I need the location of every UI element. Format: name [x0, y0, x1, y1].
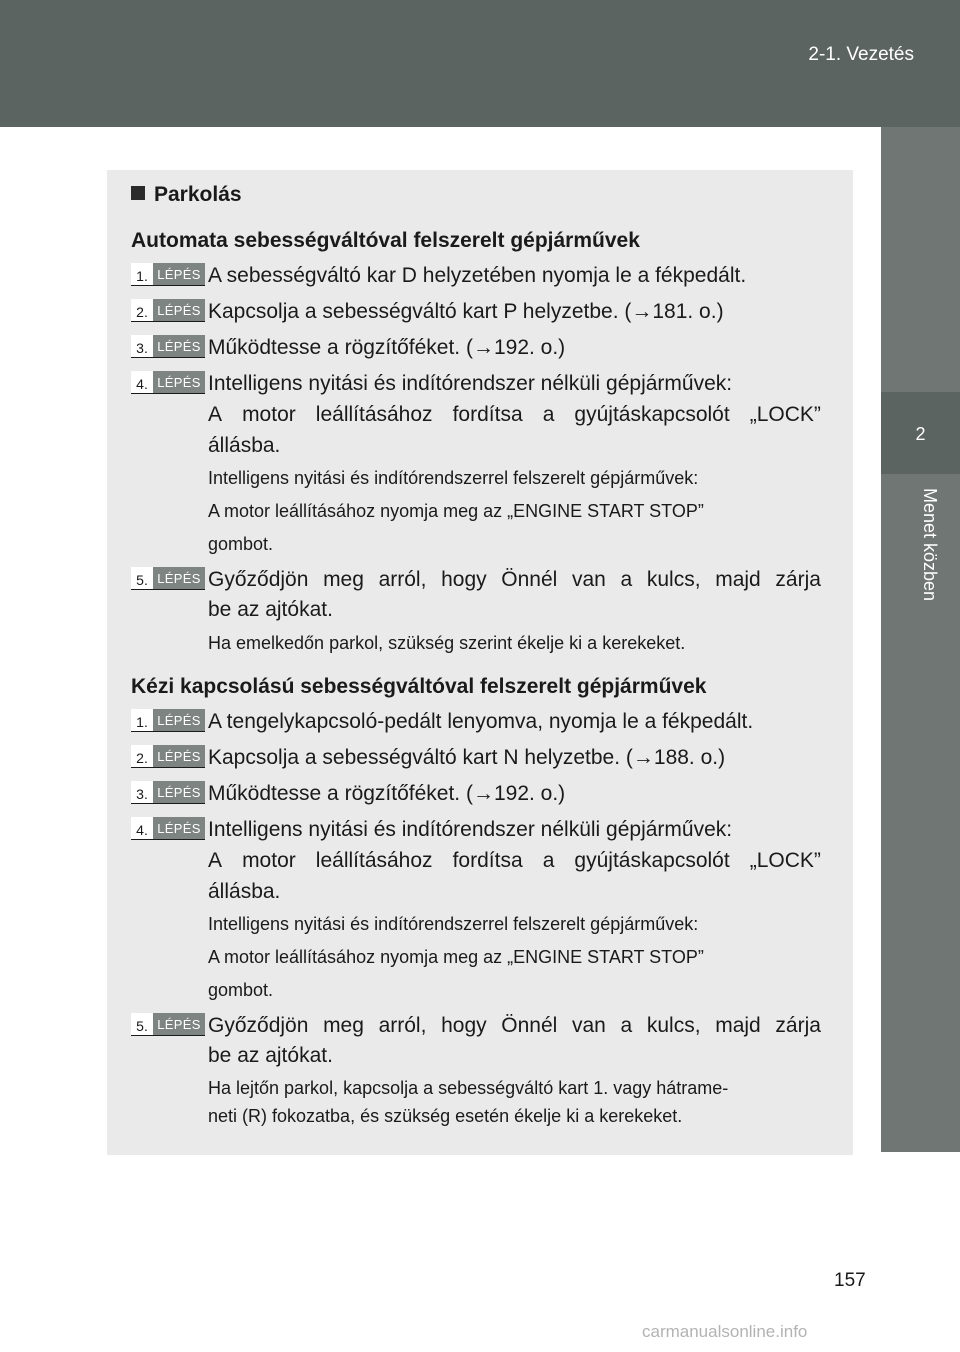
- step-label: LÉPÉS: [153, 299, 205, 321]
- panel-title-text: Parkolás: [154, 183, 242, 206]
- word: majd: [715, 568, 761, 591]
- chapter-label: Menet közben: [920, 488, 940, 602]
- word: gyújtáskapcsolót: [574, 403, 730, 426]
- step-note: Intelligens nyitási és indítórendszerrel felszerelt gépjárművek:: [208, 468, 699, 488]
- word: hogy: [441, 1014, 487, 1037]
- step-badge: [131, 567, 205, 590]
- word: „LOCK”: [749, 849, 821, 872]
- word: motor: [242, 849, 296, 872]
- manual-heading: Kézi kapcsolású sebességváltóval felszerelt gépjárművek: [131, 675, 707, 698]
- step-number: 2.: [131, 745, 153, 767]
- page-number: 157: [834, 1270, 866, 1291]
- step-text: A tengelykapcsoló-pedált lenyomva, nyomja le a fékpedált.: [208, 710, 754, 733]
- step-badge: [131, 817, 205, 840]
- step-text: állásba.: [208, 434, 281, 457]
- step-note: A motor leállításához nyomja meg az „ENGINE START STOP”: [208, 501, 704, 521]
- step-note: gombot.: [208, 980, 274, 1000]
- step-badge: [131, 263, 205, 286]
- step-note: A motor leállításához nyomja meg az „ENGINE START STOP”: [208, 947, 704, 967]
- word: arról,: [378, 1014, 427, 1037]
- step-number: 3.: [131, 781, 153, 803]
- step-number: 1.: [131, 263, 153, 285]
- step-number: 4.: [131, 371, 153, 393]
- square-bullet-icon: [131, 186, 145, 200]
- step-label: LÉPÉS: [153, 745, 205, 767]
- step-note: neti (R) fokozatba, és szükség esetén ékelje ki a kerekeket.: [208, 1106, 683, 1126]
- section-title-header: 2-1. Vezetés: [808, 44, 914, 65]
- step-text: be az ajtókat.: [208, 1044, 333, 1067]
- word: Győződjön: [208, 1014, 309, 1037]
- automatic-heading: Automata sebességváltóval felszerelt gépjárművek: [131, 229, 640, 252]
- step-text: Kapcsolja a sebességváltó kart P helyzetbe. (→181. o.): [208, 300, 724, 323]
- step-badge: [131, 745, 205, 768]
- word: arról,: [378, 568, 427, 591]
- step-label: LÉPÉS: [153, 263, 205, 285]
- word: van: [572, 1014, 606, 1037]
- step-text-justified: [208, 403, 821, 427]
- word: a: [542, 849, 555, 872]
- word: motor: [242, 403, 296, 426]
- word: zárja: [775, 568, 821, 591]
- word: hogy: [441, 568, 487, 591]
- word: a: [620, 1014, 633, 1037]
- step-text-justified: [208, 568, 821, 592]
- step-note: Intelligens nyitási és indítórendszerrel felszerelt gépjárművek:: [208, 914, 699, 934]
- word: meg: [323, 1014, 364, 1037]
- step-label: LÉPÉS: [153, 817, 205, 839]
- step-text-justified: [208, 1014, 821, 1038]
- chapter-side-tab: [881, 127, 960, 1152]
- word: gyújtáskapcsolót: [574, 849, 730, 872]
- step-badge: [131, 709, 205, 732]
- step-text: be az ajtókat.: [208, 598, 333, 621]
- word: Önnél: [501, 1014, 558, 1037]
- step-label: LÉPÉS: [153, 335, 205, 357]
- word: a: [620, 568, 633, 591]
- step-text-justified: [208, 849, 821, 873]
- step-text: Intelligens nyitási és indítórendszer nélküli gépjárművek:: [208, 818, 733, 841]
- word: Győződjön: [208, 568, 309, 591]
- step-text: állásba.: [208, 880, 281, 903]
- word: fordítsa: [452, 403, 523, 426]
- step-label: LÉPÉS: [153, 781, 205, 803]
- step-number: 3.: [131, 335, 153, 357]
- step-number: 4.: [131, 817, 153, 839]
- step-text: Kapcsolja a sebességváltó kart N helyzetbe. (→188. o.): [208, 746, 726, 769]
- word: kulcs,: [646, 568, 701, 591]
- step-label: LÉPÉS: [153, 371, 205, 393]
- word: meg: [323, 568, 364, 591]
- step-number: 5.: [131, 1013, 153, 1035]
- word: leállításához: [315, 403, 433, 426]
- step-number: 1.: [131, 709, 153, 731]
- chapter-number: 2: [915, 424, 926, 444]
- step-number: 5.: [131, 567, 153, 589]
- step-badge: [131, 1013, 205, 1036]
- step-badge: [131, 371, 205, 394]
- step-text: Működtesse a rögzítőféket. (→192. o.): [208, 336, 566, 359]
- step-label: LÉPÉS: [153, 709, 205, 731]
- step-note: Ha lejtőn parkol, kapcsolja a sebességváltó kart 1. vagy hátrame-: [208, 1078, 729, 1098]
- word: A: [208, 849, 223, 872]
- step-text: Intelligens nyitási és indítórendszer nélküli gépjárművek:: [208, 372, 733, 395]
- word: majd: [715, 1014, 761, 1037]
- step-label: LÉPÉS: [153, 1013, 205, 1035]
- word: zárja: [775, 1014, 821, 1037]
- word: van: [572, 568, 606, 591]
- word: A: [208, 403, 223, 426]
- step-badge: [131, 299, 205, 322]
- panel-title: [131, 183, 242, 207]
- watermark: carmanualsonline.info: [642, 1322, 808, 1341]
- step-note: gombot.: [208, 534, 274, 554]
- word: fordítsa: [452, 849, 523, 872]
- word: leállításához: [315, 849, 433, 872]
- step-number: 2.: [131, 299, 153, 321]
- step-note: Ha emelkedőn parkol, szükség szerint ékelje ki a kerekeket.: [208, 633, 686, 653]
- step-badge: [131, 781, 205, 804]
- word: a: [542, 403, 555, 426]
- step-text: Működtesse a rögzítőféket. (→192. o.): [208, 782, 566, 805]
- step-text: A sebességváltó kar D helyzetében nyomja le a fékpedált.: [208, 264, 747, 287]
- word: kulcs,: [646, 1014, 701, 1037]
- step-label: LÉPÉS: [153, 567, 205, 589]
- step-badge: [131, 335, 205, 358]
- word: „LOCK”: [749, 403, 821, 426]
- word: Önnél: [501, 568, 558, 591]
